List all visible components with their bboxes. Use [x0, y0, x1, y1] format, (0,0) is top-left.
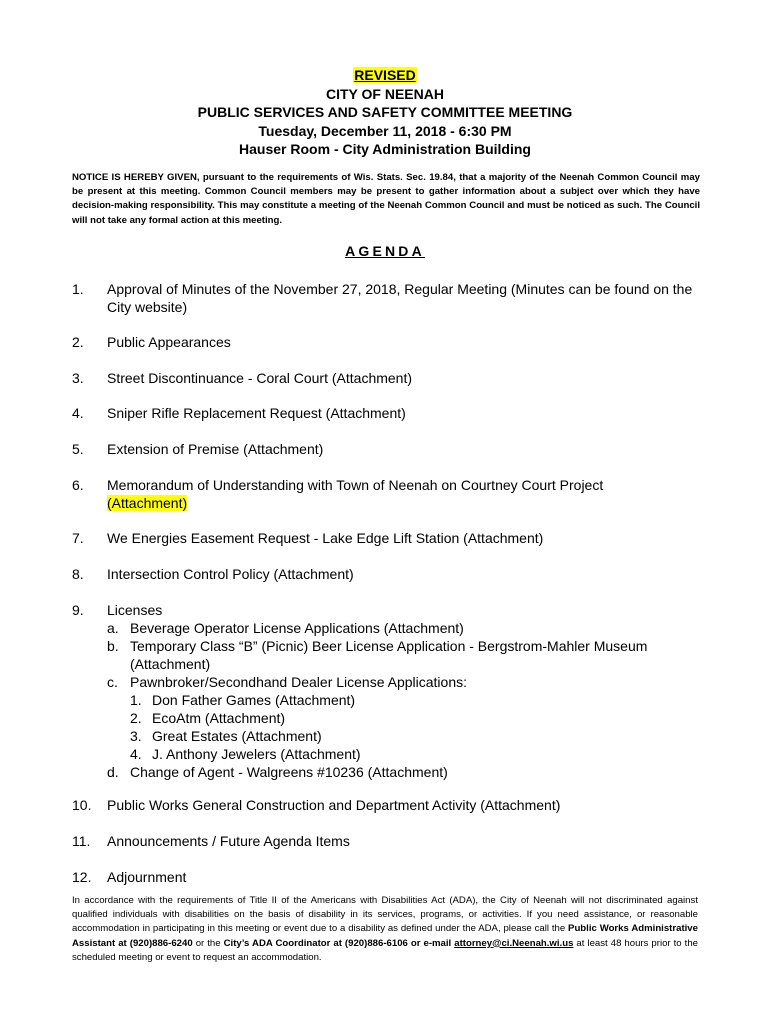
item-text: Approval of Minutes of the November 27, 2018, Regular Meeting (Minutes can be found on the City website) — [107, 281, 693, 315]
email-link[interactable]: attorney@ci.Neenah.wi.us — [454, 937, 574, 949]
admin-assistant-contact: Public Works Administrative Assistant at (920)886-6240 — [72, 923, 698, 949]
sub-sub-item-2: 2. EcoAtm (Attachment) — [130, 710, 286, 726]
item-text: Street Discontinuance - Coral Court (Attachment) — [107, 370, 413, 386]
item-text: Intersection Control Policy (Attachment) — [107, 566, 354, 582]
item-text: Sniper Rifle Replacement Request (Attachment) — [107, 405, 406, 421]
item-number: 9. — [72, 602, 84, 618]
sub-sub-item-4: 4. J. Anthony Jewelers (Attachment) — [130, 746, 361, 762]
item-number: 8. — [72, 566, 84, 582]
sub-item-a: a. Beverage Operator License Applications (Attachment) — [107, 620, 464, 636]
item-number: 10. — [72, 797, 92, 813]
ada-footer: In accordance with the requirements of Title II of the Americans with Disabilities Act (ADA), the City of Neenah will not discriminated against qualified individuals with disabilities on the basis of disability in its services, programs, or activities. If you need assistance, or reasonable accommodation in participating in this meeting or event due to a disability as defined under the ADA, please call the Public Works Administrative Assistant at (920)886-6240 or the City’s ADA Coordinator at (920)886-6106 or e-mail attorney@ci.Neenah.wi.us at least 48 hours prior to the scheduled meeting or event to request an accommodation. — [72, 895, 698, 963]
sub-item-b: b. Temporary Class “B” (Picnic) Beer License Application - Bergstrom-Mahler Museum (Attachment) — [107, 638, 648, 672]
pawnbroker-sublist — [130, 691, 707, 763]
item-text — [107, 476, 707, 512]
item-number: 3. — [72, 370, 84, 386]
meeting-title: PUBLIC SERVICES AND SAFETY COMMITTEE MEETING — [197, 104, 573, 120]
item-text: We Energies Easement Request - Lake Edge Lift Station (Attachment) — [107, 530, 544, 546]
item-number: 5. — [72, 441, 84, 457]
item-text: Extension of Premise (Attachment) — [107, 441, 324, 457]
ada-coordinator-contact: City’s ADA Coordinator at (920)886-6106 or e-mail — [223, 937, 455, 949]
item-text: Adjournment — [107, 869, 187, 885]
item-number: 11. — [72, 833, 91, 849]
sub-sub-item-1: 1. Don Father Games (Attachment) — [130, 692, 356, 708]
licenses-sublist — [107, 619, 707, 781]
sub-item-c: c. Pawnbroker/Secondhand Dealer License Applications: 1. Don Father Games (Attachment) 2. EcoAtm (Attachment) 3. Great Estates (Attachment) 4. J. Anthony Jewelers (Attachment) — [107, 673, 707, 763]
sub-item-d: d. Change of Agent - Walgreens #10236 (Attachment) — [107, 764, 448, 780]
item-number: 4. — [72, 405, 84, 421]
item-number: 1. — [72, 281, 84, 297]
meeting-date: Tuesday, December 11, 2018 - 6:30 PM — [258, 122, 512, 139]
item-text: Public Appearances — [107, 334, 231, 350]
revised-label: REVISED — [354, 67, 416, 83]
item-number: 6. — [72, 477, 84, 493]
licenses-heading: Licenses — [107, 602, 163, 618]
agenda-title: AGENDA — [345, 243, 425, 259]
item-number: 12. — [72, 869, 92, 885]
meeting-location: Hauser Room - City Administration Building — [239, 141, 531, 157]
item-text: Announcements / Future Agenda Items — [107, 833, 350, 849]
item-text-main: Memorandum of Understanding with Town of Neenah on Courtney Court Project — [107, 477, 604, 493]
sub-sub-item-3: 3. Great Estates (Attachment) — [130, 728, 322, 744]
item-text — [107, 601, 707, 781]
city-name: CITY OF NEENAH — [326, 85, 444, 102]
document-header — [0, 66, 770, 159]
item-number: 7. — [72, 530, 84, 546]
item-number: 2. — [72, 334, 84, 350]
item-text: Public Works General Construction and Department Activity (Attachment) — [107, 797, 561, 813]
notice-paragraph: NOTICE IS HEREBY GIVEN, pursuant to the requirements of Wis. Stats. Sec. 19.84, that a majority of the Neenah Common Council may be present at this meeting. Common Council members may be present to gather information about a subject over which they have decision-making responsibility. This may constitute a meeting of the Neenah Common Council and must be noticed as such. The Council will not take any formal action at this meeting. — [72, 172, 700, 226]
attachment-highlight: (Attachment) — [107, 495, 188, 511]
